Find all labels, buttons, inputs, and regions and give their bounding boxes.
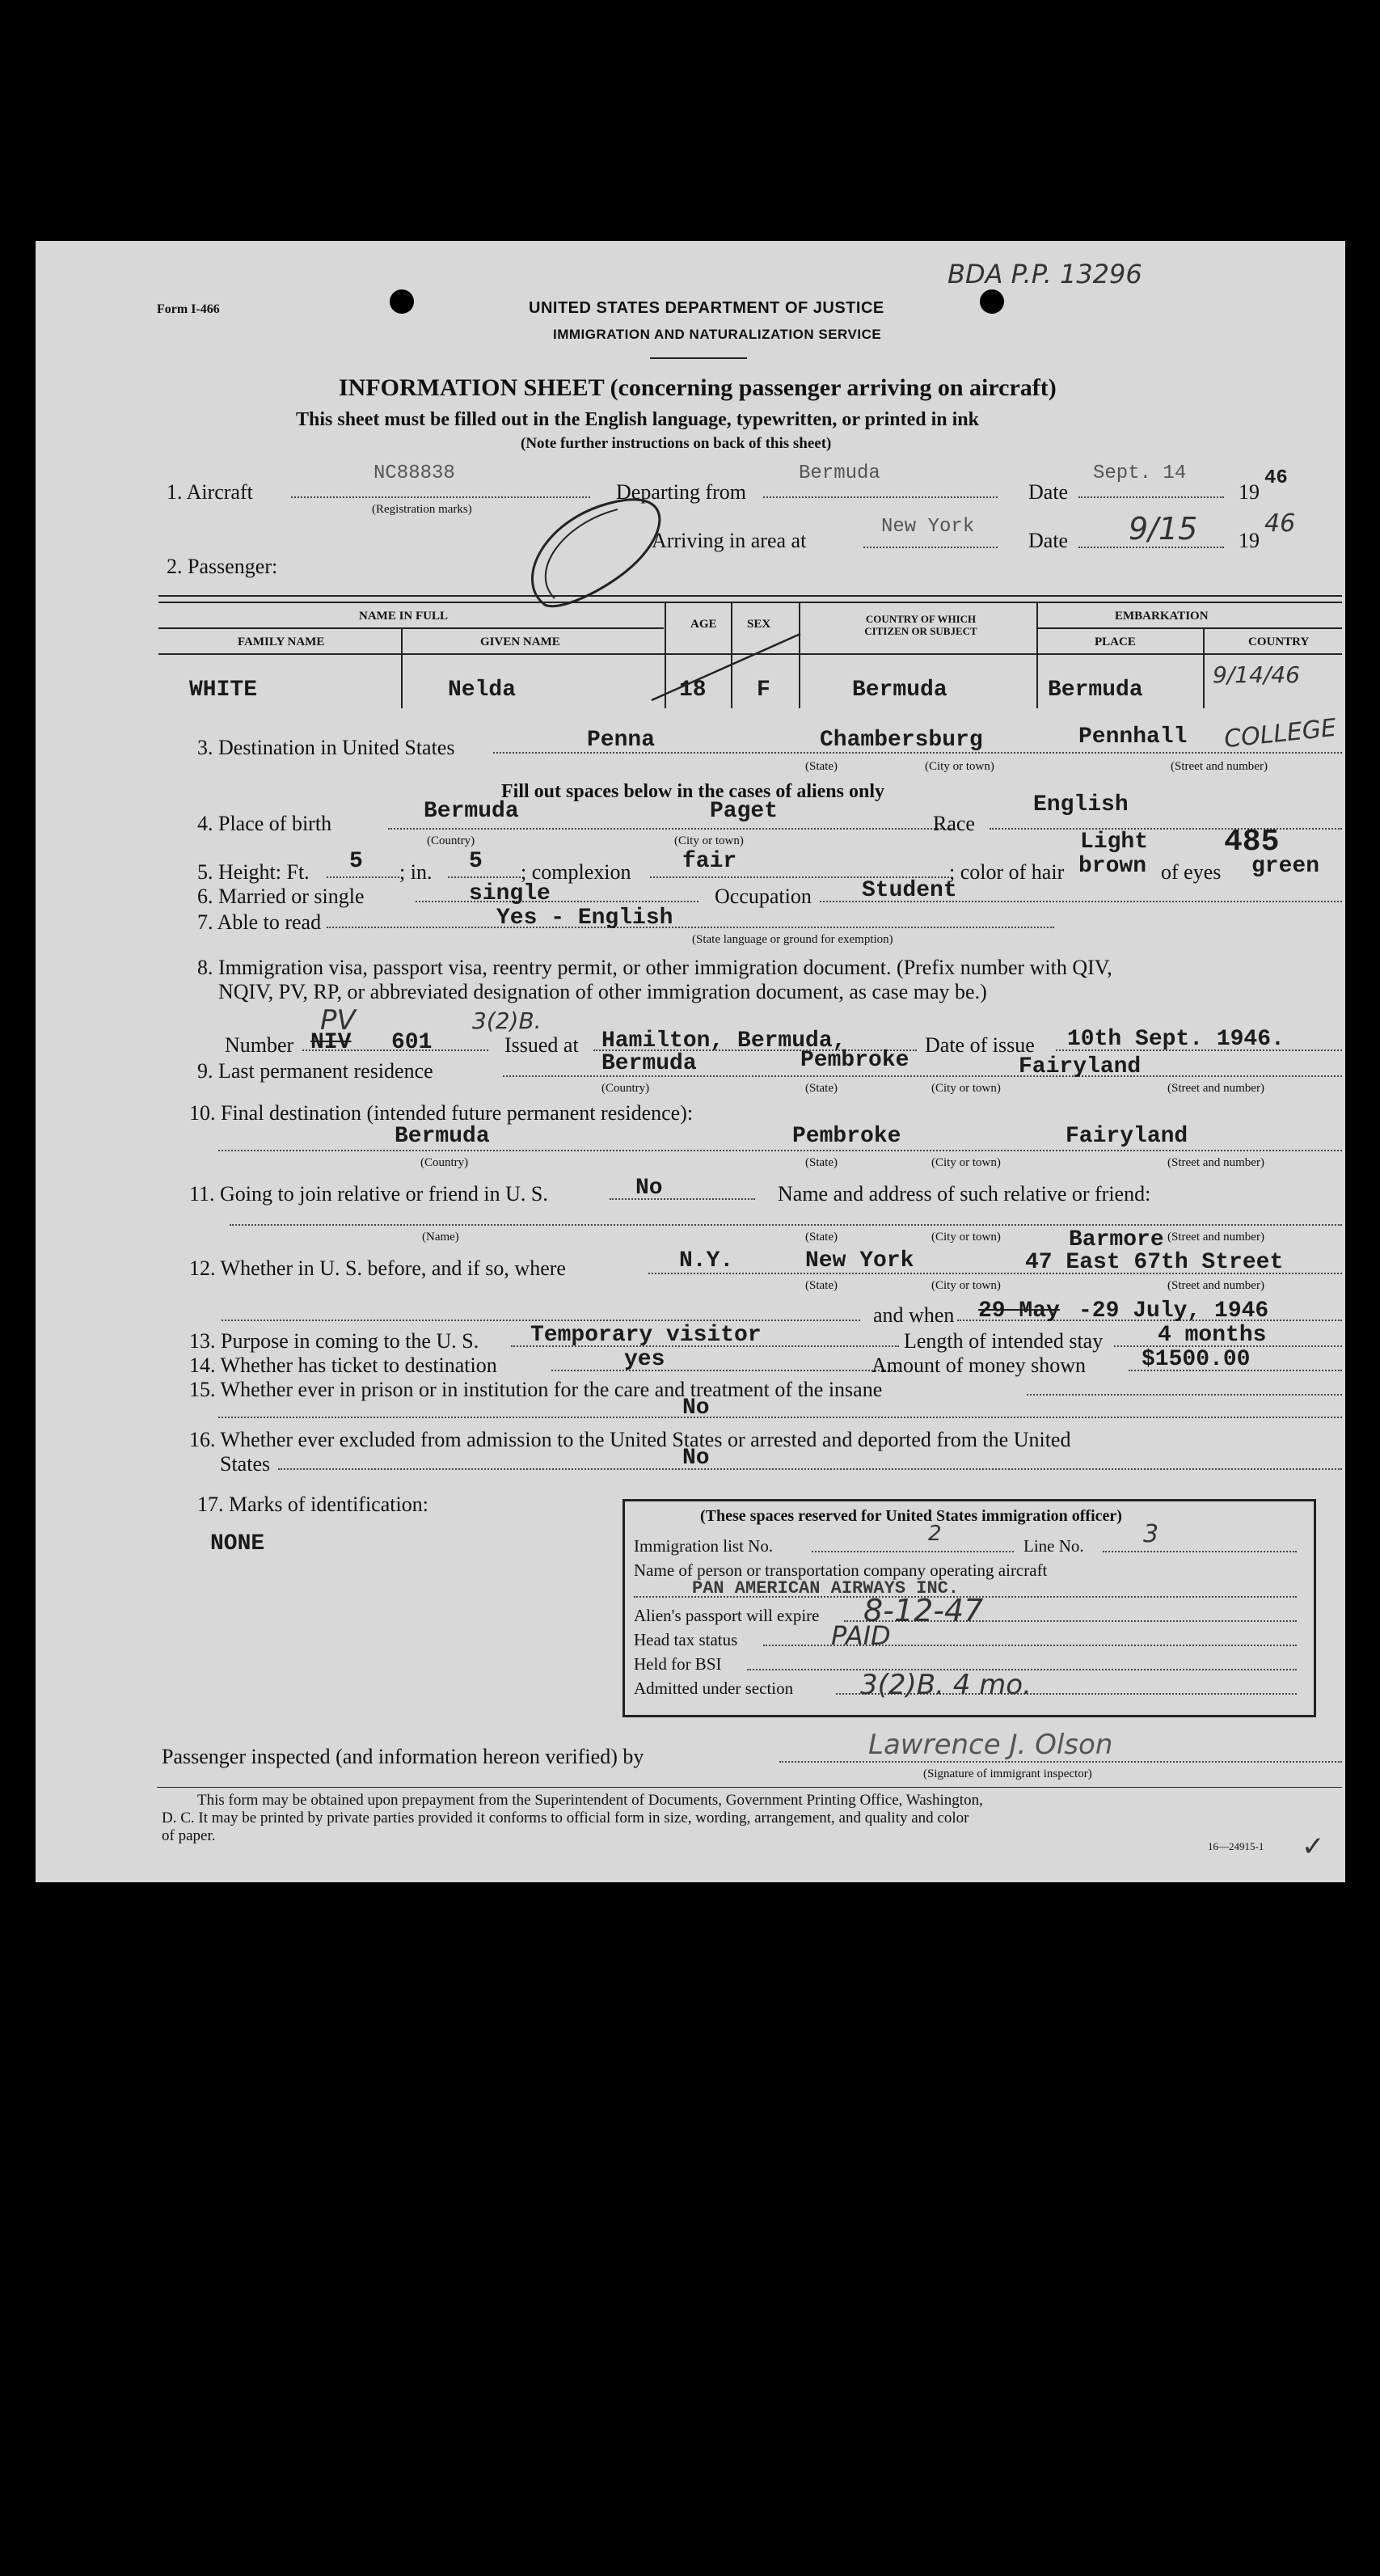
arriving-value: New York	[881, 516, 975, 538]
hand-slash-mark	[650, 629, 804, 702]
height-in-line	[448, 876, 521, 878]
birthplace-label: 4. Place of birth	[197, 812, 332, 835]
cap-city-9: (City or town)	[931, 1082, 1001, 1095]
inspected-label: Passenger inspected (and information hereon verified) by	[162, 1745, 644, 1768]
number-label: Number	[225, 1033, 294, 1057]
excluded-value: No	[682, 1446, 710, 1471]
read-label: 7. Able to read	[197, 910, 322, 934]
form-number: Form I-466	[157, 302, 220, 316]
when-struck: 29 May	[978, 1299, 1060, 1324]
ticket-label: 14. Whether has ticket to destination	[189, 1353, 497, 1377]
number-value: 601	[391, 1030, 433, 1055]
file-number: BDA P.P. 13296	[947, 259, 1142, 289]
cap-street-11: (Street and number)	[1167, 1231, 1264, 1244]
before-street-top: Barmore	[1069, 1227, 1164, 1252]
form-instruction: This sheet must be filled out in the English language, typewritten, or printed in ink	[296, 409, 979, 430]
table-top-rule	[158, 595, 1342, 597]
complexion-label: ; complexion	[521, 860, 631, 884]
issued-label: Issued at	[504, 1033, 579, 1057]
place-value: Bermuda	[1048, 678, 1143, 703]
departing-value: Bermuda	[799, 462, 880, 484]
eyes-label: of eyes	[1161, 860, 1222, 884]
issued-value: Hamilton, Bermuda,	[601, 1028, 846, 1054]
height-label: 5. Height: Ft.	[197, 860, 310, 884]
date2-line	[1078, 547, 1224, 548]
given-name-header: GIVEN NAME	[480, 636, 560, 648]
cap-state-3: (State)	[805, 760, 838, 773]
stay-label: Length of intended stay	[904, 1329, 1104, 1353]
birthplace-country: Bermuda	[424, 799, 519, 824]
table-top-rule-2	[158, 602, 1342, 603]
race-value: English	[1033, 792, 1129, 817]
purpose-value: Temporary visitor	[530, 1323, 762, 1348]
departing-line	[763, 496, 998, 498]
family-name-header: FAMILY NAME	[238, 636, 325, 648]
departing-label: Departing from	[616, 480, 747, 504]
occupation-label: Occupation	[715, 885, 812, 908]
read-line	[327, 927, 1054, 928]
hair-value: brown	[1078, 854, 1147, 879]
footer-text-3: of paper.	[162, 1827, 216, 1844]
document-hand-pv: PV	[320, 1004, 356, 1037]
occupation-value: Student	[862, 878, 957, 903]
height-ft: 5	[349, 849, 363, 874]
footer-text-2: D. C. It may be printed by private parties provided it conforms to official form in size, wording, arrangement, and quality and color	[162, 1810, 969, 1826]
list-value: 2	[928, 1522, 942, 1546]
year2-prefix: 19	[1239, 529, 1260, 552]
cap-city-4: (City or town)	[674, 834, 744, 847]
relative-value: No	[635, 1176, 663, 1201]
height-ft-line	[327, 876, 399, 878]
final-dest-state: Pembroke	[792, 1124, 901, 1149]
destination-label: 3. Destination in United States	[197, 736, 455, 759]
date1-label: Date	[1028, 480, 1069, 504]
destination-state: Penna	[587, 728, 656, 753]
money-value: $1500.00	[1142, 1347, 1251, 1372]
list-line	[812, 1551, 1014, 1552]
passenger-label: 2. Passenger:	[167, 555, 278, 578]
date1-value: Sept. 14	[1093, 462, 1187, 484]
prison-value: No	[682, 1396, 710, 1421]
prison-label: 15. Whether ever in prison or in institution for the care and treatment of the insane	[189, 1378, 883, 1401]
marks-value: NONE	[210, 1531, 265, 1556]
race-label: Race	[933, 812, 975, 835]
before-street: 47 East 67th Street	[1025, 1250, 1284, 1275]
operator-value: PAN AMERICAN AIRWAYS INC.	[692, 1578, 960, 1598]
before-city: New York	[805, 1248, 914, 1273]
destination-hand: COLLEGE	[1222, 713, 1338, 754]
excluded-label-2: States	[220, 1452, 271, 1476]
residence-country: Bermuda	[601, 1051, 697, 1076]
hand-number: 485	[1224, 825, 1280, 859]
relative-line	[610, 1198, 755, 1200]
complexion-value: fair	[682, 849, 737, 874]
embarkation-header: EMBARKATION	[1115, 610, 1209, 623]
cap-country-9: (Country)	[601, 1082, 650, 1095]
footer-text-1: This form may be obtained upon prepayment from the Superintendent of Documents, Government Printing Office, Washington,	[197, 1792, 983, 1809]
check-mark: ✓	[1302, 1831, 1325, 1863]
excluded-label-1: 16. Whether ever excluded from admission to the United States or arrested and deported from the United	[189, 1428, 1071, 1451]
year2-value: 46	[1264, 509, 1296, 538]
service: IMMIGRATION AND NATURALIZATION SERVICE	[553, 327, 882, 342]
line-value: 3	[1143, 1520, 1159, 1548]
signature-caption: (Signature of immigrant inspector)	[923, 1767, 1092, 1780]
marital-line	[416, 901, 698, 902]
section-label: Admitted under section	[634, 1679, 794, 1698]
citizen-header: COUNTRY OF WHICH CITIZEN OR SUBJECT	[864, 613, 977, 637]
when-value: -29 July, 1946	[1078, 1299, 1269, 1324]
age-value: 18	[679, 678, 707, 703]
name-in-full-header: NAME IN FULL	[359, 610, 449, 623]
table-col-1	[401, 627, 403, 708]
year1-prefix: 19	[1239, 480, 1260, 504]
sex-header: SEX	[747, 618, 771, 631]
document-hand-note: 3(2)B.	[472, 1007, 542, 1034]
country-value: 9/14/46	[1213, 661, 1300, 688]
aircraft-value: NC88838	[373, 462, 455, 484]
final-dest-city: Fairyland	[1066, 1124, 1188, 1149]
aircraft-label: 1. Aircraft	[167, 480, 253, 504]
cap-street-3: (Street and number)	[1171, 760, 1268, 773]
before-state: N.Y.	[679, 1248, 734, 1273]
hair-top: Light	[1080, 830, 1149, 855]
marital-label: 6. Married or single	[197, 885, 365, 908]
money-label: Amount of money shown	[871, 1353, 1087, 1377]
arriving-line	[863, 547, 998, 548]
citizen-value: Bermuda	[852, 678, 947, 703]
cap-street-12: (Street and number)	[1167, 1279, 1264, 1292]
relative-address-line	[230, 1224, 1342, 1226]
table-col-6	[1203, 627, 1205, 708]
form-sheet	[36, 241, 1345, 1882]
read-caption: (State language or ground for exemption)	[692, 933, 893, 946]
eyes-value: green	[1251, 854, 1320, 879]
date1-line	[1078, 496, 1224, 498]
when-label: and when	[873, 1303, 955, 1327]
document-text-1: 8. Immigration visa, passport visa, reentry permit, or other immigration document. (Prefix number with QIV,	[197, 956, 1112, 979]
marks-label: 17. Marks of identification:	[197, 1493, 428, 1516]
date2-label: Date	[1028, 529, 1069, 552]
final-dest-label: 10. Final destination (intended future permanent residence):	[189, 1101, 694, 1125]
family-name-value: WHITE	[189, 678, 258, 703]
residence-city: Fairyland	[1019, 1054, 1142, 1079]
excluded-line	[278, 1468, 1342, 1470]
cap-state-11: (State)	[805, 1231, 838, 1244]
stay-value: 4 months	[1158, 1323, 1267, 1348]
cap-street-10: (Street and number)	[1167, 1156, 1264, 1169]
sex-value: F	[757, 678, 770, 703]
section-value: 3(2)B. 4 mo.	[860, 1669, 1032, 1701]
form-title: INFORMATION SHEET (concerning passenger arriving on aircraft)	[339, 374, 1057, 401]
aliens-only-note: Fill out spaces below in the cases of aliens only	[501, 781, 885, 802]
passport-label: Alien's passport will expire	[634, 1606, 820, 1625]
race-line	[990, 828, 1342, 830]
cap-city-10: (City or town)	[931, 1156, 1001, 1169]
number-struck: NIV	[310, 1030, 352, 1055]
given-name-value: Nelda	[448, 678, 517, 703]
footer-rule	[157, 1787, 1342, 1788]
cap-city-11: (City or town)	[931, 1231, 1001, 1244]
read-value: Yes - English	[496, 906, 673, 931]
birthplace-line	[388, 828, 954, 830]
final-dest-line	[218, 1150, 1342, 1151]
purpose-label: 13. Purpose in coming to the U. S.	[189, 1329, 479, 1353]
prison-line-2	[218, 1417, 1342, 1418]
residence-state: Pembroke	[800, 1048, 909, 1073]
footer-code: 16—24915-1	[1208, 1840, 1264, 1852]
final-dest-country: Bermuda	[395, 1124, 490, 1149]
punch-hole-right	[980, 289, 1004, 314]
line-label: Line No.	[1023, 1536, 1084, 1556]
hair-label: ; color of hair	[949, 860, 1065, 884]
before-label: 12. Whether in U. S. before, and if so, where	[189, 1256, 566, 1280]
before-when-blank	[222, 1320, 860, 1321]
signature-line	[779, 1761, 1342, 1763]
form-note: (Note further instructions on back of this sheet)	[521, 435, 832, 452]
ticket-value: yes	[624, 1347, 665, 1372]
height-in: 5	[469, 849, 483, 874]
place-header: PLACE	[1095, 636, 1136, 648]
department: UNITED STATES DEPARTMENT OF JUSTICE	[529, 299, 884, 317]
cap-state-9: (State)	[805, 1082, 838, 1095]
bsi-label: Held for BSI	[634, 1654, 722, 1674]
cap-country-4: (Country)	[427, 834, 475, 847]
aircraft-caption: (Registration marks)	[372, 503, 472, 516]
tax-label: Head tax status	[634, 1630, 738, 1649]
relative-label: 11. Going to join relative or friend in U. S.	[189, 1182, 548, 1206]
document-text-2: NQIV, PV, RP, or abbreviated designation of other immigration document, as case may be.)	[218, 980, 987, 1003]
arriving-label: Arriving in area at	[652, 529, 807, 552]
list-label: Immigration list No.	[634, 1536, 774, 1556]
marital-value: single	[469, 881, 551, 906]
date2-value: 9/15	[1129, 511, 1198, 547]
residence-label: 9. Last permanent residence	[197, 1059, 433, 1083]
cap-city-3: (City or town)	[925, 760, 994, 773]
punch-hole-left	[390, 289, 414, 314]
cap-name-11: (Name)	[422, 1231, 459, 1244]
inspector-signature: Lawrence J. Olson	[868, 1729, 1113, 1761]
name-header-rule	[158, 627, 664, 629]
table-col-5	[1036, 602, 1038, 708]
passport-value: 8-12-47	[863, 1593, 984, 1628]
year1-value: 46	[1264, 467, 1288, 489]
birthplace-city: Paget	[710, 799, 779, 824]
tax-value: PAID	[831, 1620, 891, 1651]
cap-street-9: (Street and number)	[1167, 1082, 1264, 1095]
ticket-line	[551, 1370, 899, 1371]
age-header: AGE	[690, 618, 717, 631]
embarkation-rule	[1038, 627, 1342, 629]
cap-state-10: (State)	[805, 1156, 838, 1169]
line-line	[1103, 1551, 1297, 1552]
officer-title: (These spaces reserved for United States immigration officer)	[700, 1507, 1122, 1525]
header-rule	[650, 357, 747, 359]
issue-date-label: Date of issue	[925, 1033, 1035, 1057]
destination-street: Pennhall	[1078, 724, 1188, 750]
operator-label: Name of person or transportation company operating aircraft	[634, 1560, 1048, 1580]
issue-date-value: 10th Sept. 1946.	[1067, 1027, 1285, 1052]
cap-state-12: (State)	[805, 1279, 838, 1292]
destination-city: Chambersburg	[820, 728, 983, 753]
cap-country-10: (Country)	[420, 1156, 469, 1169]
country-header: COUNTRY	[1248, 636, 1310, 648]
relative-name-label: Name and address of such relative or friend:	[778, 1182, 1151, 1206]
cap-city-12: (City or town)	[931, 1279, 1001, 1292]
height-in-label: ; in.	[399, 860, 433, 884]
prison-line	[1027, 1394, 1342, 1396]
